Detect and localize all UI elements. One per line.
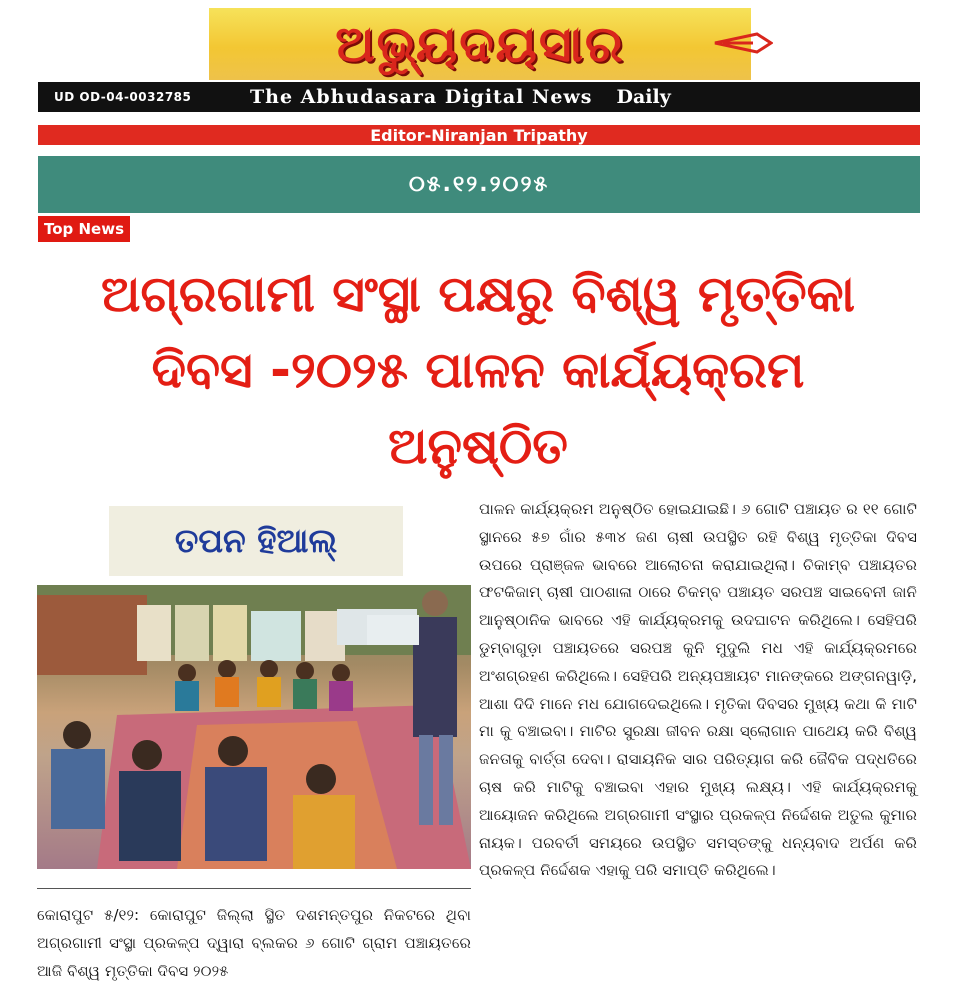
- logo-arrow-icon: [713, 30, 773, 56]
- publication-frequency: Daily: [616, 86, 671, 108]
- editor-name: Editor-Niranjan Tripathy: [370, 125, 588, 145]
- event-photo-illustration: [37, 585, 471, 869]
- issue-date: ୦୫.୧୨.୨୦୨୫: [408, 172, 550, 197]
- caption-divider: [37, 888, 471, 889]
- registration-bar: [38, 82, 920, 112]
- top-news-badge: Top News: [38, 216, 130, 242]
- author-byline: [109, 506, 403, 576]
- event-photo: [37, 585, 471, 869]
- editor-bar: [38, 125, 920, 145]
- headline: ଅଗ୍ରଗାମୀ ସଂସ୍ଥା ପକ୍ଷରୁ ବିଶ୍ୱ ମୃତ୍ତିକା ଦିବସ -୨୦୨୫ ପାଳନ କାର୍ଯ୍ୟକ୍ରମ ଅନୁଷ୍ଠିତ: [101, 265, 855, 475]
- logo-text: ଅଭ୍ୟୁଦୟସାର: [335, 14, 625, 73]
- article-column-right: ପାଳନ କାର୍ଯ୍ୟକ୍ରମ ଅନୁଷ୍ଠିତ ହୋଇଯାଇଛି। ୬ ଗୋଟି ପଞ୍ଚାୟତ ର ୧୧ ଗୋଟି ସ୍ଥାନରେ ୫୭ ଗାଁର ୫୩୪ ଜଣ ଚାଷୀ ଉପସ୍ଥିତ ରହି ବିଶ୍ୱ ମୃତ୍ତିକା ଦିବସ ଉପରେ ପ୍ରାଞ୍ଜଳ ଭାବରେ ଆଲୋଚନା କରାଯାଇଥିଲା। ଚିକାମ୍ବ ପଞ୍ଚାୟତର ଫଟକିଜାମ୍ ଚାଷୀ ପାଠଶାଳା ଠାରେ ଚିକମ୍ବ ପଞ୍ଚାୟତ ସରପଞ୍ଚ ସାଇବେନୀ ଜାନି ଆନୁଷ୍ଠାନିକ ଭାବରେ ଏହି କାର୍ଯ୍ୟକ୍ରମକୁ ଉଦଘାଟନ କରିଥିଲେ। ସେହିପରି ଡୁମ୍ବାଗୁଡ଼ା ପଞ୍ଚାୟତରେ ସରପଞ୍ଚ କୁନି ମୁଦୁଲି ମଧ ଏହି କାର୍ଯ୍ୟକ୍ରମରେ ଅଂଶଗ୍ରହଣ କରିଥିଲେ। ସେହିପରି ଅନ୍ୟପଞ୍ଚାୟଟ ମାନଙ୍କରେ ଅଙ୍ଗନୱାଡ଼ି, ଆଶା ଦିଦି ମାନେ ମଧ ଯୋଗଦେଇଥିଲେ। ମୃତିକା ଦିବସର ମୁଖ୍ୟ କଥା କି ମାଟି ମା କୁ ବଞ୍ଚାଇବା। ମାଟିର ସୁରକ୍ଷା ଜୀବନ ରକ୍ଷା ସ୍ଲୋଗାନ ପାଥେୟ କରି ବିଶ୍ୱ ଜନତାକୁ ବାର୍ତ୍ତା ଦେବା। ରାସାୟନିକ ସାର ପରିତ୍ୟାଗ କରି ଜୈବିକ ପଦ୍ଧତିରେ ଚାଷ କରି ମାଟିକୁ ବଞ୍ଚାଇବା ଏହାର ମୁଖ୍ୟ ଲକ୍ଷ୍ୟ। ଏହି କାର୍ଯ୍ୟକ୍ରମକୁ ଆୟୋଜନ କରିଥିଲେ ଅଗ୍ରଗାମୀ ସଂସ୍ଥାର ପ୍ରକଳ୍ପ ନିର୍ଦ୍ଦେଶକ ଅତୁଲ କୁମାର ନାୟକ। ପରବର୍ତୀ ସମୟରେ ଉପସ୍ଥିତ ସମସ୍ତଙ୍କୁ ଧନ୍ୟବାଦ ଅର୍ପଣ କରି ପ୍ରକଳ୍ପ ନିର୍ଦ୍ଦେଶକ ଏହାକୁ ପରି ସମାପ୍ତି କରିଥିଲେ।: [479, 500, 917, 880]
- masthead-logo: [209, 8, 751, 80]
- article-column-left: କୋରାପୁଟ ୫/୧୨: କୋରାପୁଟ ଜିଲ୍ଲା ସ୍ଥିତ ଦଶମନ୍ତପୁର ନିକଟରେ ଥିବା ଅଗ୍ରଗାମୀ ସଂସ୍ଥା ପ୍ରକଳ୍ପ ଦ୍ୱାରା ବ୍ଲକର ୬ ଗୋଟି ଗ୍ରାମ ପଞ୍ଚାୟତରେ ଆଜି ବିଶ୍ୱ ମୃତ୍ତିକା ଦିବସ ୨୦୨୫: [37, 906, 471, 980]
- author-name: ତପନ ହିଆଲ୍: [174, 521, 338, 560]
- newspaper-page: [33, 0, 922, 992]
- publication-title: The Abhudasara Digital News: [250, 86, 593, 108]
- date-bar: [38, 156, 920, 213]
- registration-number: UD OD-04-0032785: [54, 90, 192, 104]
